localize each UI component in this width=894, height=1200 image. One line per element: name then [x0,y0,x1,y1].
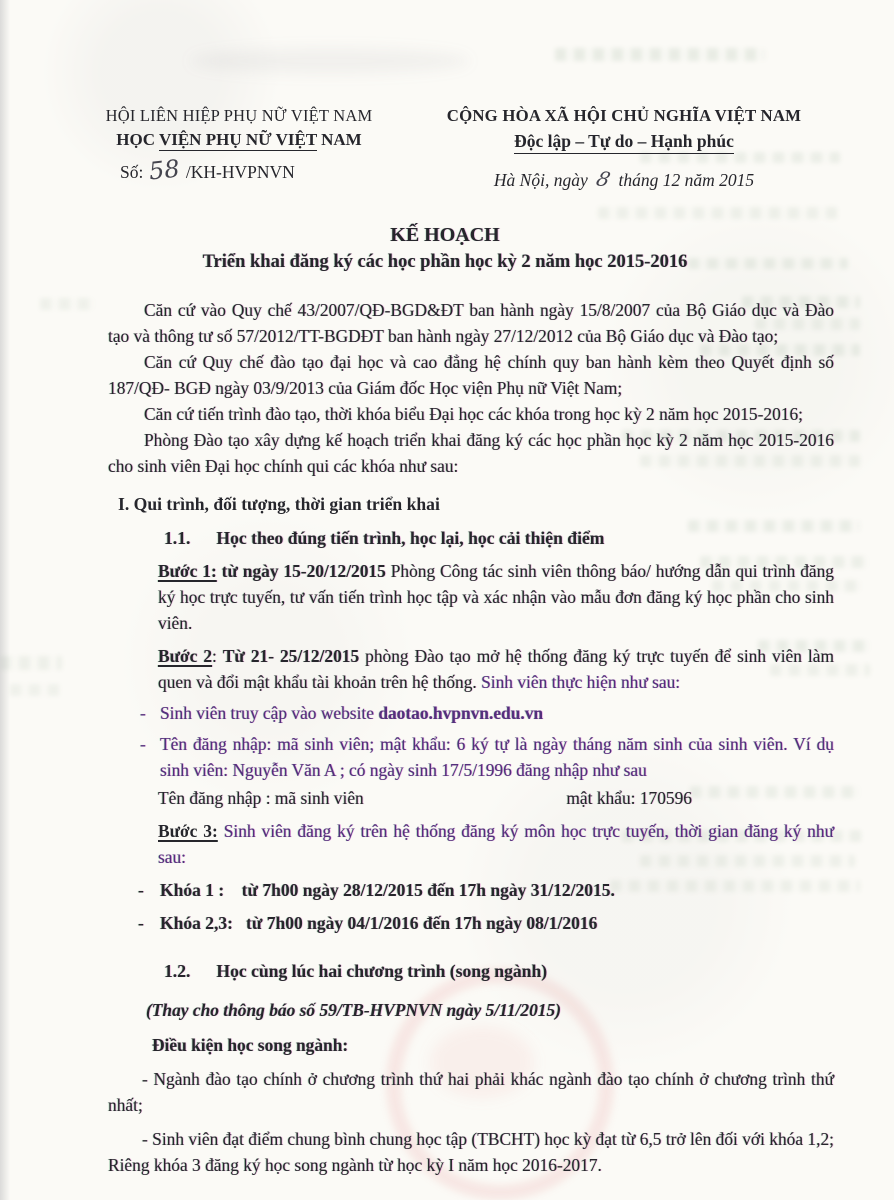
handwritten-number: 58 [147,154,182,186]
khoa-dash: - [138,880,144,900]
condition-paragraph: - Sinh viên đạt điểm chung bình chung học tập (TBCHT) học kỳ đạt từ 6,5 trở lên đối với khóa 1,2; Riêng khóa 3 đăng ký học song ngành từ học kỳ I năm học 2016-2017. [108,1129,834,1175]
org-parent-name: HỘI LIÊN HIỆP PHỤ NỮ VIỆT NAM [105,106,373,125]
document-number [78,154,400,186]
bleed-through-artifact [555,48,765,61]
step-2-label: Bước 2 [158,646,213,666]
org-name-suffix: NAM [316,130,362,149]
scan-smudge [190,48,470,74]
khoa-dash: - [138,913,144,933]
section-1-heading: I. Qui trình, đối tượng, thời gian triển khai [118,494,440,514]
national-motto [428,131,820,152]
condition-paragraph: - Ngành đào tạo chính ở chương trình thứ hai phải khác ngành đào tạo chính ở chương trình thứ nhất; [108,1069,834,1115]
bleed-through-artifact [40,298,95,310]
date-suffix: tháng 12 năm 2015 [618,170,755,190]
bleed-through-artifact [10,684,60,696]
bullet-website-text [160,700,834,726]
bullet-credentials-text: Tên đăng nhập: mã sinh viên; mật khẩu: 6 ký tự là ngày tháng năm sinh của sinh viên. Ví dụ sinh viên: Nguyễn Văn A ; có ngày sinh 17/5/1996 đăng nhập như sau [160,734,834,780]
step-1-text: Phòng Công tác sinh viên thông báo/ hướng dẫn qui trình đăng ký học trực tuyến, tư vấn tiến trình học tập và xác nhận vào mẫu đơn đăng ký học phần cho sinh viên. [158,561,835,633]
step-1-label: Bước 1: [158,561,217,581]
place-date-line [428,166,820,192]
subsection-1-2-heading [164,958,834,984]
khoa-1-schedule [138,877,834,903]
login-example-row [158,785,834,811]
preamble-paragraph: Phòng Đào tạo xây dựng kế hoạch triển khai đăng ký các học phần học kỳ 2 năm học 2015-2016 cho sinh viên Đại học chính qui các khóa như sau: [108,430,834,476]
khoa-1-text: Khóa 1 : từ 7h00 ngày 28/12/2015 đến 17h ngày 31/12/2015. [160,880,615,900]
subsection-title: Học theo đúng tiến trình, học lại, học cải thiện điểm [216,528,605,548]
bullet-dash: - [140,703,146,723]
bullet-website-pre: Sinh viên truy cập vào website [160,703,379,723]
login-password: mật khẩu: 170596 [566,788,692,808]
date-prefix: Hà Nội, ngày [493,170,588,190]
subsection-title: Học cùng lúc hai chương trình (song ngành) [216,961,548,981]
step-3-paragraph [158,818,834,870]
bullet-website [140,700,834,726]
step-2-colon: : [212,646,223,666]
national-title: CỘNG HÒA XÃ HỘI CHỦ NGHĨA VIỆT NAM [446,106,802,125]
subsection-number: 1.2. [164,961,191,981]
login-username: Tên đăng nhập : mã sinh viên [158,788,364,808]
bullet-dash: - [140,734,146,754]
step-2-paragraph [158,643,834,695]
bullet-credentials [140,731,834,783]
replacement-note: (Thay cho thông báo số 59/TB-HVPNVN ngày 5/11/2015) [146,1000,561,1020]
preamble-paragraph: Căn cứ vào Quy chế 43/2007/QĐ-BGD&ĐT ban hành ngày 15/8/2007 của Bộ Giáo dục và Đào tạo và thông tư số 57/2012/TT-BGDĐT ban hành ngày 27/12/2012 của Bộ Giáo dục và Đào tạo; [108,300,834,346]
document-number-label: Số: [120,162,144,182]
document-number-code: /KH-HVPNVN [185,162,295,182]
document-body [108,224,834,1178]
org-name-underlined: VIỆN PHỤ NỮ VIỆT [158,130,317,149]
handwritten-day: 8 [593,166,613,192]
step-1-dates: từ ngày 15-20/12/2015 [221,561,386,581]
preamble-paragraph: Căn cứ tiến trình đào tạo, thời khóa biểu Đại học các khóa trong học kỳ 2 năm học 2015-2016; [144,404,804,424]
step-3-text: Sinh viên đăng ký trên hệ thống đăng ký môn học trực tuyến, thời gian đăng ký như sau: [158,821,834,867]
bleed-through-artifact [598,207,838,219]
bleed-through-artifact [0,656,62,670]
national-motto-text: Độc lập – Tự do – Hạnh phúc [514,131,734,154]
khoa-23-text: Khóa 2,3: từ 7h00 ngày 04/1/2016 đến 17h ngày 08/1/2016 [160,913,598,933]
step-2-text: phòng Đào tạo mở hệ thống đăng ký trực tuyến để sinh viên làm quen và đổi mật khẩu tài khoản trên hệ thống. [158,646,834,692]
document-title: KẾ HOẠCH [390,224,500,246]
step-3-label: Bước 3: [158,821,218,841]
issuing-org-block [78,106,400,191]
step-2-dates: Từ 21- 25/12/2015 [222,646,360,666]
step-2-text-tail: Sinh viên thực hiện như sau: [481,672,681,692]
conditions-heading: Điều kiện học song ngành: [152,1035,349,1055]
document-header [78,106,820,191]
preamble-paragraph: Căn cứ Quy chế đào tạo đại học và cao đẳng hệ chính quy ban hành kèm theo Quyết định số 187/QĐ- BGĐ ngày 03/9/2013 của Giám đốc Học viện Phụ nữ Việt Nam; [108,352,834,398]
org-name [78,130,400,150]
document-subtitle: Triển khai đăng ký các học phần học kỳ 2 năm học 2015-2016 [202,252,688,272]
website-address: daotao.hvpnvn.edu.vn [378,703,544,723]
subsection-number: 1.1. [164,528,191,548]
subsection-1-1-heading [164,525,834,551]
khoa-23-schedule [138,910,834,936]
org-name-prefix: HỌC [116,130,159,149]
step-1-paragraph [158,558,834,636]
national-motto-block [428,106,820,191]
